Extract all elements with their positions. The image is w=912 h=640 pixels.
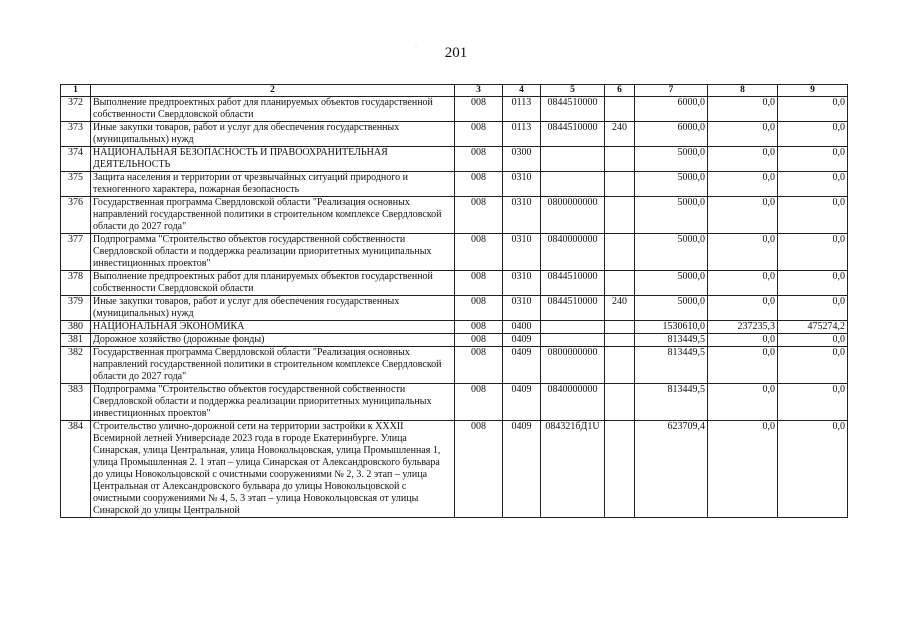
col-8-amount: 0,0 (708, 147, 778, 172)
row-number: 384 (61, 421, 91, 518)
row-number: 382 (61, 347, 91, 384)
row-number: 377 (61, 234, 91, 271)
header-cell: 5 (541, 85, 605, 97)
table-row (61, 172, 848, 197)
row-name: Иные закупки товаров, работ и услуг для обеспечения государственных (муниципальных) нужд (91, 122, 455, 147)
col-7-amount: 5000,0 (635, 172, 708, 197)
table-row (61, 296, 848, 321)
col-7-amount: 5000,0 (635, 296, 708, 321)
row-number: 375 (61, 172, 91, 197)
row-name: Выполнение предпроектных работ для планируемых объектов государственной собственности Свердловской области (91, 271, 455, 296)
col-5-target: 0840000000 (541, 234, 605, 271)
col-7-amount: 813449,5 (635, 334, 708, 347)
col-4-section: 0409 (503, 347, 541, 384)
row-name: НАЦИОНАЛЬНАЯ БЕЗОПАСНОСТЬ И ПРАВООХРАНИТЕЛЬНАЯ ДЕЯТЕЛЬНОСТЬ (91, 147, 455, 172)
col-4-section: 0113 (503, 122, 541, 147)
page-number: 201 (444, 45, 468, 61)
row-name: Строительство улично-дорожной сети на территории застройки к XXXII Всемирной летней Универсиаде 2023 года в городе Екатеринбурге. Улица Синарская, улица Центральная, улица Новокольцовская, улица Промышленная 1, улица Промышленная 2. 1 этап – улица Синарская от Александровского бульвара до улицы Новокольцовской с очистными сооружениями № 2, 3. 2 этап – улица Центральная от Александровского бульвара до улицы Новокольцовской с очистными сооружениями № 4, 5. 3 этап – улица Новокольцовская от улицы Синарской до улицы Центральной (91, 421, 455, 518)
table-row (61, 147, 848, 172)
col-6-type (605, 172, 635, 197)
row-name: Подпрограмма "Строительство объектов государственной собственности Свердловской области и поддержка реализации приоритетных муниципальных инвестиционных проектов" (91, 234, 455, 271)
header-cell: 4 (503, 85, 541, 97)
col-8-amount: 0,0 (708, 234, 778, 271)
row-name: НАЦИОНАЛЬНАЯ ЭКОНОМИКА (91, 321, 455, 334)
col-5-target (541, 321, 605, 334)
col-7-amount: 623709,4 (635, 421, 708, 518)
col-4-section: 0310 (503, 296, 541, 321)
row-name: Выполнение предпроектных работ для планируемых объектов государственной собственности Свердловской области (91, 97, 455, 122)
col-4-section: 0300 (503, 147, 541, 172)
row-number: 381 (61, 334, 91, 347)
col-6-type (605, 271, 635, 296)
col-6-type (605, 384, 635, 421)
table-row (61, 271, 848, 296)
col-5-target: 0800000000 (541, 347, 605, 384)
col-5-target (541, 147, 605, 172)
table-row (61, 234, 848, 271)
col-3-code: 008 (455, 296, 503, 321)
col-5-target: 0844510000 (541, 271, 605, 296)
row-number: 373 (61, 122, 91, 147)
col-9-amount: 0,0 (778, 172, 848, 197)
header-cell: 6 (605, 85, 635, 97)
speck: · (415, 44, 417, 50)
header-cell: 9 (778, 85, 848, 97)
col-8-amount: 0,0 (708, 334, 778, 347)
col-3-code: 008 (455, 384, 503, 421)
col-7-amount: 5000,0 (635, 234, 708, 271)
col-3-code: 008 (455, 197, 503, 234)
row-number: 383 (61, 384, 91, 421)
col-7-amount: 813449,5 (635, 384, 708, 421)
col-8-amount: 0,0 (708, 347, 778, 384)
table-row (61, 122, 848, 147)
col-4-section: 0409 (503, 421, 541, 518)
col-5-target: 0844510000 (541, 296, 605, 321)
col-5-target: 0844510000 (541, 97, 605, 122)
col-8-amount: 0,0 (708, 97, 778, 122)
header-cell: 2 (91, 85, 455, 97)
row-name: Иные закупки товаров, работ и услуг для обеспечения государственных (муниципальных) нужд (91, 296, 455, 321)
row-number: 380 (61, 321, 91, 334)
col-9-amount: 0,0 (778, 122, 848, 147)
col-7-amount: 5000,0 (635, 271, 708, 296)
col-6-type: 240 (605, 296, 635, 321)
table-row (61, 384, 848, 421)
col-3-code: 008 (455, 334, 503, 347)
table-row (61, 334, 848, 347)
col-3-code: 008 (455, 234, 503, 271)
col-7-amount: 6000,0 (635, 122, 708, 147)
row-name: Государственная программа Свердловской области "Реализация основных направлений государственной политики в строительном комплексе Свердловской области до 2027 года" (91, 197, 455, 234)
col-9-amount: 0,0 (778, 384, 848, 421)
col-9-amount: 0,0 (778, 296, 848, 321)
col-3-code: 008 (455, 347, 503, 384)
col-4-section: 0310 (503, 197, 541, 234)
col-9-amount: 0,0 (778, 334, 848, 347)
col-8-amount: 0,0 (708, 172, 778, 197)
col-3-code: 008 (455, 147, 503, 172)
col-6-type (605, 334, 635, 347)
col-6-type (605, 347, 635, 384)
col-8-amount: 0,0 (708, 296, 778, 321)
row-name: Государственная программа Свердловской области "Реализация основных направлений государственной политики в строительном комплексе Свердловской области до 2027 года" (91, 347, 455, 384)
col-8-amount: 0,0 (708, 122, 778, 147)
col-9-amount: 0,0 (778, 97, 848, 122)
col-6-type (605, 97, 635, 122)
row-number: 378 (61, 271, 91, 296)
row-number: 379 (61, 296, 91, 321)
header-cell: 3 (455, 85, 503, 97)
col-4-section: 0409 (503, 384, 541, 421)
col-8-amount: 0,0 (708, 421, 778, 518)
col-4-section: 0409 (503, 334, 541, 347)
col-4-section: 0113 (503, 97, 541, 122)
col-7-amount: 5000,0 (635, 147, 708, 172)
col-3-code: 008 (455, 271, 503, 296)
header-cell: 8 (708, 85, 778, 97)
row-name: Подпрограмма "Строительство объектов государственной собственности Свердловской области и поддержка реализации приоритетных муниципальных инвестиционных проектов" (91, 384, 455, 421)
col-9-amount: 0,0 (778, 234, 848, 271)
col-7-amount: 6000,0 (635, 97, 708, 122)
row-name: Дорожное хозяйство (дорожные фонды) (91, 334, 455, 347)
col-6-type (605, 234, 635, 271)
col-3-code: 008 (455, 172, 503, 197)
header-cell: 1 (61, 85, 91, 97)
row-number: 374 (61, 147, 91, 172)
col-3-code: 008 (455, 97, 503, 122)
table-row (61, 347, 848, 384)
col-6-type (605, 197, 635, 234)
col-5-target: 0844510000 (541, 122, 605, 147)
col-6-type (605, 321, 635, 334)
col-6-type (605, 421, 635, 518)
col-7-amount: 1530610,0 (635, 321, 708, 334)
col-6-type (605, 147, 635, 172)
col-3-code: 008 (455, 122, 503, 147)
col-8-amount: 0,0 (708, 271, 778, 296)
header-cell: 7 (635, 85, 708, 97)
col-5-target: 084321бД1U (541, 421, 605, 518)
col-5-target (541, 334, 605, 347)
col-9-amount: 0,0 (778, 347, 848, 384)
col-4-section: 0310 (503, 234, 541, 271)
table-row (61, 421, 848, 518)
col-8-amount: 0,0 (708, 197, 778, 234)
col-4-section: 0310 (503, 172, 541, 197)
col-6-type: 240 (605, 122, 635, 147)
row-name: Защита населения и территории от чрезвычайных ситуаций природного и техногенного характера, пожарная безопасность (91, 172, 455, 197)
col-7-amount: 5000,0 (635, 197, 708, 234)
table-row (61, 97, 848, 122)
table-row (61, 321, 848, 334)
col-9-amount: 475274,2 (778, 321, 848, 334)
col-9-amount: 0,0 (778, 197, 848, 234)
row-number: 372 (61, 97, 91, 122)
col-5-target: 0840000000 (541, 384, 605, 421)
col-8-amount: 237235,3 (708, 321, 778, 334)
col-5-target (541, 172, 605, 197)
col-9-amount: 0,0 (778, 147, 848, 172)
col-8-amount: 0,0 (708, 384, 778, 421)
table-header-row (61, 85, 848, 97)
col-5-target: 0800000000 (541, 197, 605, 234)
col-3-code: 008 (455, 321, 503, 334)
col-3-code: 008 (455, 421, 503, 518)
col-7-amount: 813449,5 (635, 347, 708, 384)
col-9-amount: 0,0 (778, 271, 848, 296)
col-9-amount: 0,0 (778, 421, 848, 518)
col-4-section: 0310 (503, 271, 541, 296)
row-number: 376 (61, 197, 91, 234)
col-4-section: 0400 (503, 321, 541, 334)
table-row (61, 197, 848, 234)
budget-table (60, 84, 848, 518)
